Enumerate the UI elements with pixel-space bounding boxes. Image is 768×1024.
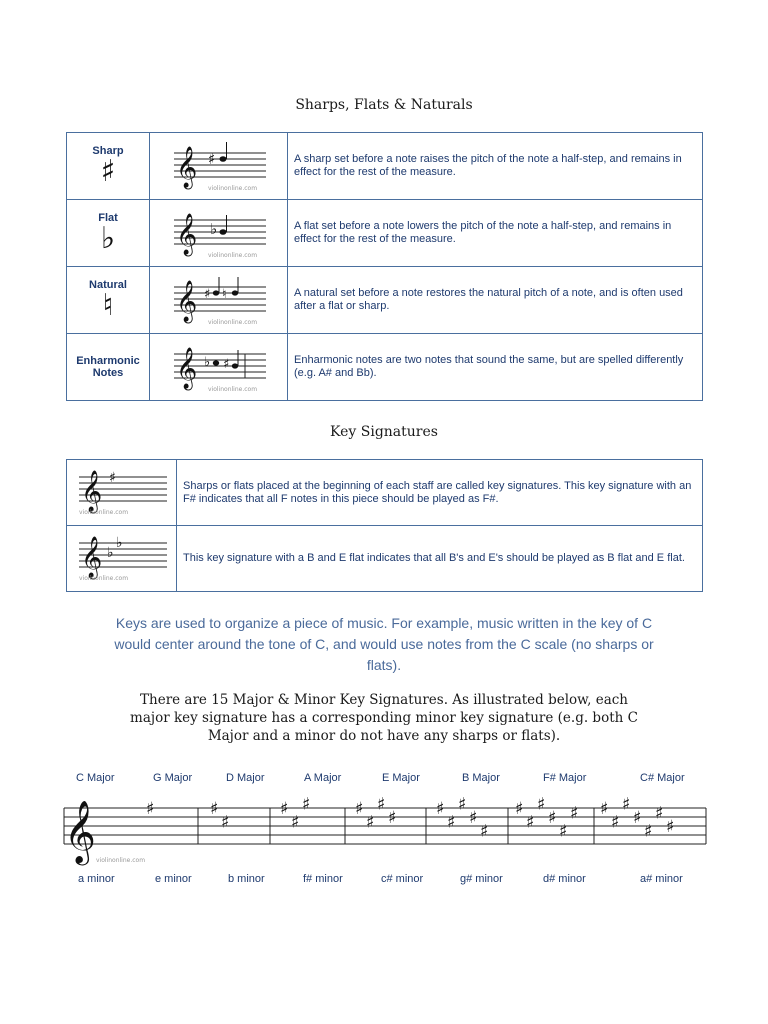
key-sharp-icon: ♯ bbox=[302, 794, 311, 815]
minor-key-label: b minor bbox=[228, 873, 265, 885]
svg-text:♮: ♮ bbox=[222, 287, 227, 302]
key-sharp-icon: ♯ bbox=[666, 817, 675, 837]
f-sharp-key-description: Sharps or flats placed at the beginning of each staff are called key signatures. This key signature with an F# indicates that all F notes in this piece should be played as F#. bbox=[177, 460, 703, 526]
svg-text:𝄞: 𝄞 bbox=[81, 537, 103, 578]
table-row bbox=[67, 334, 703, 401]
key-sharp-icon: ♯ bbox=[570, 803, 579, 824]
key-sharp-icon: ♯ bbox=[146, 799, 155, 819]
key-sharp-icon: ♯ bbox=[611, 812, 620, 833]
key-sharp-icon: ♯ bbox=[480, 821, 489, 842]
sharp-icon: ♯ bbox=[100, 154, 116, 189]
svg-text:𝄞: 𝄞 bbox=[81, 471, 103, 512]
minor-key-label: f# minor bbox=[303, 873, 343, 885]
key-sharp-icon: ♯ bbox=[644, 821, 653, 842]
minor-key-label: g# minor bbox=[460, 873, 503, 885]
enharmonic-label: Enharmonic Notes bbox=[76, 355, 140, 379]
key-sharp-icon: ♯ bbox=[355, 799, 364, 819]
sharp-staff-image bbox=[150, 133, 287, 199]
key-sharp-icon: ♯ bbox=[655, 803, 664, 824]
key-sharp-icon: ♯ bbox=[633, 808, 642, 828]
flat-icon: ♭ bbox=[100, 221, 116, 256]
sharp-label: Sharp bbox=[92, 145, 124, 157]
key-sharp-icon: ♯ bbox=[526, 812, 535, 833]
flat-label-cell bbox=[67, 200, 150, 267]
svg-text:♭: ♭ bbox=[116, 535, 123, 551]
key-sharp-icon: ♯ bbox=[548, 808, 557, 828]
f-sharp-key-staff-image bbox=[67, 460, 176, 525]
flat-description: A flat set before a note lowers the pitch of the note a half-step, and remains in effect for the rest of the measure. bbox=[288, 200, 703, 267]
svg-text:♭: ♭ bbox=[107, 545, 114, 561]
table-row bbox=[67, 200, 703, 267]
key-sharp-icon: ♯ bbox=[600, 799, 609, 819]
major-key-label: E Major bbox=[382, 772, 420, 784]
key-sharp-icon: ♯ bbox=[377, 794, 386, 815]
key-sharp-icon: ♯ bbox=[291, 812, 300, 833]
b-e-flat-key-staff-image bbox=[67, 526, 176, 591]
svg-text:𝄞: 𝄞 bbox=[176, 214, 198, 255]
natural-description: A natural set before a note restores the natural pitch of a note, and is often used after a flat or sharp. bbox=[288, 267, 703, 334]
natural-icon: ♮ bbox=[102, 288, 114, 323]
key-sharp-icon: ♯ bbox=[559, 821, 568, 842]
svg-text:♯: ♯ bbox=[109, 470, 116, 486]
table-row bbox=[67, 526, 703, 592]
major-key-label: A Major bbox=[304, 772, 342, 784]
major-key-label: C# Major bbox=[640, 772, 685, 784]
enharmonic-label-cell bbox=[67, 334, 150, 401]
minor-key-label: c# minor bbox=[381, 873, 424, 885]
sharp-label-cell bbox=[67, 133, 150, 200]
svg-text:violinonline.com: violinonline.com bbox=[96, 857, 146, 864]
enharmonic-description: Enharmonic notes are two notes that sound the same, but are spelled differently (e.g. A# and Bb). bbox=[288, 334, 703, 401]
major-key-label: D Major bbox=[226, 772, 265, 784]
svg-text:♭: ♭ bbox=[210, 220, 218, 238]
key-sharp-icon: ♯ bbox=[458, 794, 467, 815]
minor-key-label: d# minor bbox=[543, 873, 586, 885]
svg-text:violinonline.com: violinonline.com bbox=[79, 575, 129, 582]
key-sharp-icon: ♯ bbox=[280, 799, 289, 819]
minor-key-label: e minor bbox=[155, 873, 192, 885]
key-sharp-icon: ♯ bbox=[447, 812, 456, 833]
svg-text:violinonline.com: violinonline.com bbox=[208, 386, 258, 393]
major-minor-paragraph: There are 15 Major & Minor Key Signatures. As illustrated below, each major key signature has a corresponding minor key signature (e.g. both C Major and a minor do not have any sharps or flats). bbox=[130, 692, 638, 744]
b-e-flat-key-cell bbox=[67, 526, 177, 592]
b-e-flat-key-description: This key signature with a B and E flat indicates that all B's and E's should be played as B flat and E flat. bbox=[177, 526, 703, 592]
natural-staff-cell bbox=[150, 267, 288, 334]
keys-paragraph: Keys are used to organize a piece of music. For example, music written in the key of C would center around the tone of C, and would use notes from the C scale (no sharps or flats). bbox=[114, 615, 654, 673]
table-row bbox=[67, 460, 703, 526]
key-sharp-icon: ♯ bbox=[210, 799, 219, 819]
natural-staff-image bbox=[150, 267, 287, 333]
svg-text:𝄞: 𝄞 bbox=[176, 147, 198, 188]
key-sharp-icon: ♯ bbox=[436, 799, 445, 819]
key-signatures-table bbox=[66, 459, 703, 592]
key-signatures-title: Key Signatures bbox=[330, 424, 438, 440]
svg-text:♯: ♯ bbox=[208, 150, 216, 168]
table-row bbox=[67, 267, 703, 334]
accidentals-table bbox=[66, 132, 703, 401]
svg-text:♯: ♯ bbox=[223, 357, 230, 372]
major-key-label: C Major bbox=[76, 772, 115, 784]
key-sharp-icon: ♯ bbox=[537, 794, 546, 815]
enharmonic-staff-image bbox=[150, 334, 287, 400]
key-sharp-icon: ♯ bbox=[469, 808, 478, 828]
key-sharp-icon: ♯ bbox=[366, 812, 375, 833]
sharp-staff-cell bbox=[150, 133, 288, 200]
sharps-flats-naturals-title: Sharps, Flats & Naturals bbox=[295, 97, 473, 113]
minor-key-label: a# minor bbox=[640, 873, 683, 885]
minor-key-label: a minor bbox=[78, 873, 115, 885]
svg-text:𝄞: 𝄞 bbox=[176, 281, 198, 322]
key-sharp-icon: ♯ bbox=[515, 799, 524, 819]
svg-text:violinonline.com: violinonline.com bbox=[79, 509, 129, 516]
natural-label: Natural bbox=[89, 279, 127, 291]
key-signature-staff-image bbox=[60, 790, 710, 868]
key-sharp-icon: ♯ bbox=[622, 794, 631, 815]
svg-text:violinonline.com: violinonline.com bbox=[208, 185, 258, 192]
svg-text:violinonline.com: violinonline.com bbox=[208, 252, 258, 259]
svg-text:violinonline.com: violinonline.com bbox=[208, 319, 258, 326]
natural-label-cell bbox=[67, 267, 150, 334]
table-row bbox=[67, 133, 703, 200]
major-key-label: B Major bbox=[462, 772, 500, 784]
major-key-label: F# Major bbox=[543, 772, 587, 784]
key-sharp-icon: ♯ bbox=[221, 812, 230, 833]
flat-staff-cell bbox=[150, 200, 288, 267]
svg-text:♭: ♭ bbox=[204, 355, 211, 370]
key-sharp-icon: ♯ bbox=[388, 808, 397, 828]
flat-staff-image bbox=[150, 200, 287, 266]
major-key-label: G Major bbox=[153, 772, 193, 784]
enharmonic-staff-cell bbox=[150, 334, 288, 401]
f-sharp-key-cell bbox=[67, 460, 177, 526]
sharp-description: A sharp set before a note raises the pitch of the note a half-step, and remains in effect for the rest of the measure. bbox=[288, 133, 703, 200]
svg-text:𝄞: 𝄞 bbox=[176, 348, 198, 389]
flat-label: Flat bbox=[98, 212, 118, 224]
svg-text:𝄞: 𝄞 bbox=[64, 800, 96, 863]
svg-text:♯: ♯ bbox=[204, 287, 211, 302]
